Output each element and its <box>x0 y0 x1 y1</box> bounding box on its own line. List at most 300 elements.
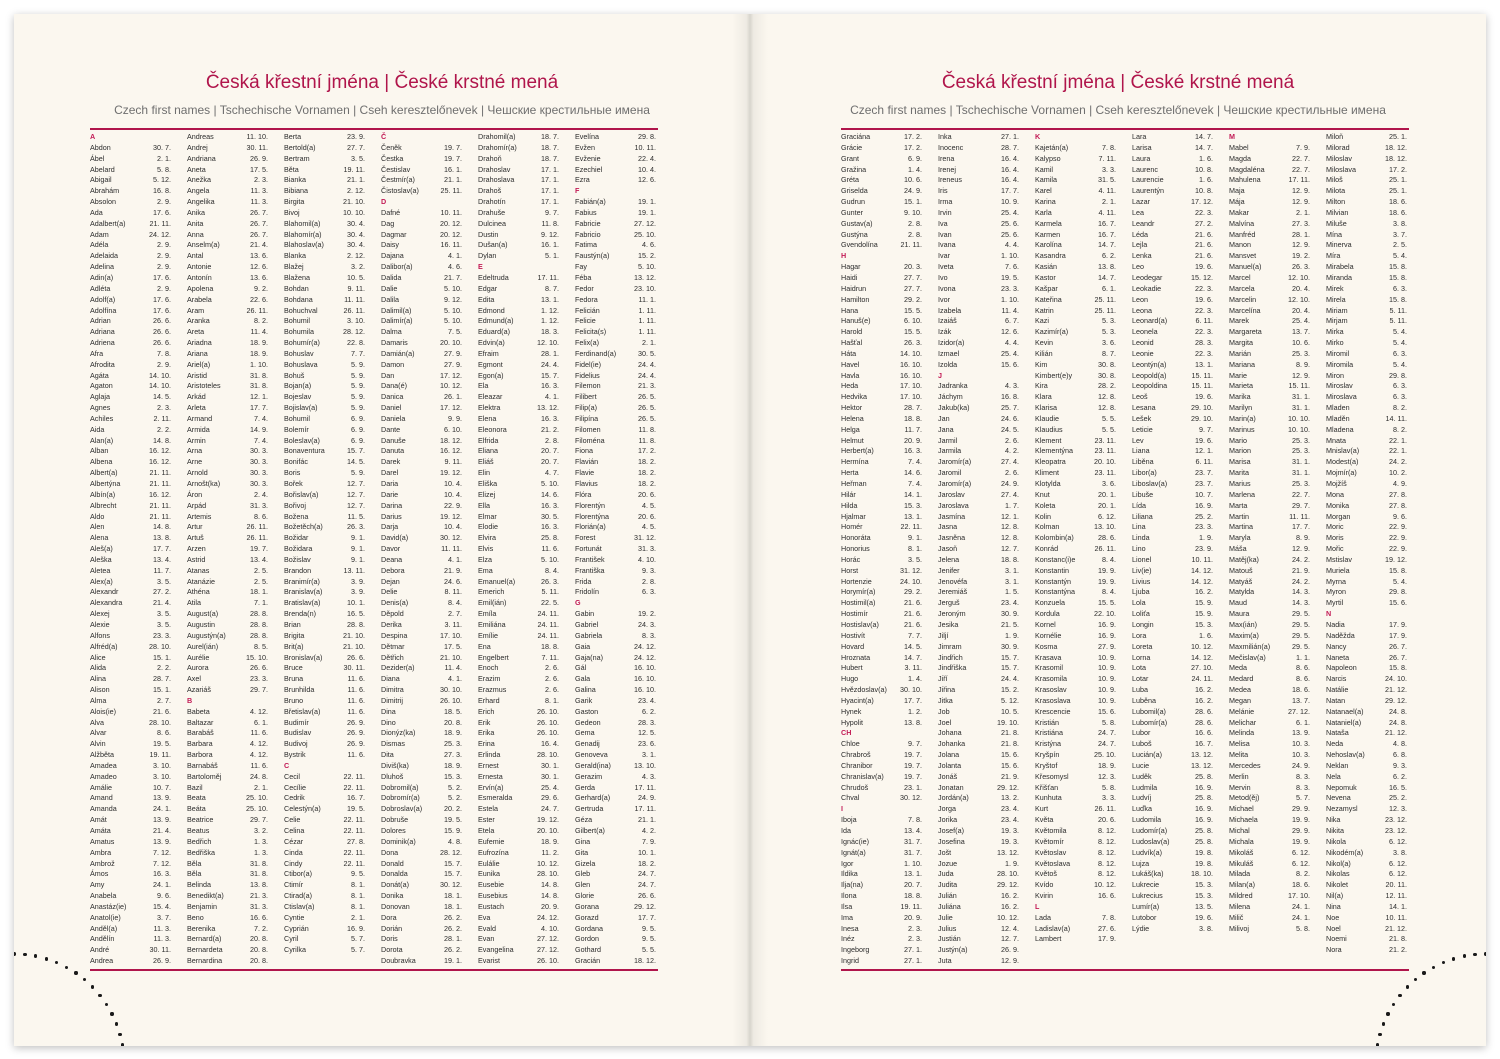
first-name: Bibiana <box>284 186 308 196</box>
name-entry <box>1229 327 1310 338</box>
name-entry <box>1229 349 1310 360</box>
first-name: Alžběta <box>90 750 114 760</box>
name-entry <box>575 577 656 588</box>
name-entry <box>284 533 365 544</box>
first-name: Grácie <box>841 142 863 152</box>
name-day-date: 30. 12. <box>440 880 462 890</box>
name-entry <box>1229 165 1310 176</box>
name-entry <box>1132 338 1213 349</box>
name-entry <box>841 587 922 598</box>
first-name: Adrian <box>90 316 111 326</box>
first-name: Marlena <box>1229 489 1255 499</box>
first-name: Augustin <box>187 619 215 629</box>
name-day-date: 3. 1. <box>1005 576 1019 586</box>
name-entry <box>938 739 1019 750</box>
name-entry <box>938 934 1019 945</box>
first-name: Erina <box>478 739 495 749</box>
name-day-date: 8. 4. <box>448 598 462 608</box>
name-entry <box>841 208 922 219</box>
name-day-date: 3. 8. <box>1393 218 1407 228</box>
first-name: Hostivít <box>841 630 865 640</box>
name-entry <box>381 468 462 479</box>
name-entry <box>1326 804 1407 815</box>
first-name: Milvian <box>1326 207 1349 217</box>
name-day-date: 7. 9. <box>1296 142 1310 152</box>
name-day-date: 17. 1. <box>541 186 559 196</box>
first-name: Gabriel <box>575 619 599 629</box>
name-day-date: 3. 9. <box>351 587 365 597</box>
name-day-date: 10. 8. <box>1195 186 1213 196</box>
name-entry <box>1132 696 1213 707</box>
first-name: Iboja <box>841 815 857 825</box>
name-entry <box>841 240 922 251</box>
name-day-date: 5. 10. <box>541 554 559 564</box>
name-entry <box>1229 306 1310 317</box>
name-entry <box>575 826 656 837</box>
first-name: Michal <box>1229 826 1250 835</box>
name-entry <box>841 956 922 967</box>
name-day-date: 3. 3. <box>1102 164 1116 174</box>
first-name: Dušan(a) <box>478 240 508 250</box>
first-name: Jakub(ka) <box>938 403 970 413</box>
name-day-date: 12. 7. <box>347 500 365 510</box>
name-day-date: 28. 7. <box>1001 142 1019 152</box>
name-entry <box>1229 718 1310 729</box>
first-name: Budivoj <box>284 739 308 749</box>
first-name: Branimír(a) <box>284 576 320 586</box>
first-name: Alexej <box>90 609 110 619</box>
name-entry <box>1229 143 1310 154</box>
name-entry <box>284 284 365 295</box>
name-day-date: 14. 12. <box>1191 565 1213 575</box>
name-entry <box>1132 566 1213 577</box>
name-entry <box>841 284 922 295</box>
first-name: Gabin <box>575 609 595 619</box>
name-day-date: 21. 9. <box>1001 771 1019 781</box>
first-name: Lešek <box>1132 413 1152 423</box>
name-entry <box>90 175 171 186</box>
name-entry <box>1132 902 1213 913</box>
name-day-date: 22. 3. <box>1195 348 1213 358</box>
first-name: Matěj(ka) <box>1229 554 1259 564</box>
name-day-date: 1. 1. <box>1296 652 1310 662</box>
first-name: Hamilton <box>841 294 870 304</box>
name-entry <box>575 360 656 371</box>
first-name: Jelena <box>938 554 960 564</box>
name-day-date: 24. 4. <box>638 370 656 380</box>
first-name: Emanuel(a) <box>478 576 516 586</box>
name-entry <box>1229 587 1310 598</box>
name-entry <box>381 945 462 956</box>
name-day-date: 14. 7. <box>1098 272 1116 282</box>
name-entry <box>938 674 1019 685</box>
name-day-date: 11. 6. <box>250 760 268 770</box>
name-entry <box>1132 587 1213 598</box>
name-entry <box>381 479 462 490</box>
first-name: Mája <box>1229 197 1245 207</box>
name-entry <box>1229 457 1310 468</box>
name-entry <box>90 468 171 479</box>
first-name: Bohdan <box>284 283 309 293</box>
first-name: Luďka <box>1132 804 1153 814</box>
first-name: Brian <box>284 619 301 629</box>
first-name: Leonard(a) <box>1132 316 1168 326</box>
name-entry <box>1229 425 1310 436</box>
first-name: Bratislav(a) <box>284 598 321 608</box>
name-entry <box>1326 360 1407 371</box>
name-entry <box>575 273 656 284</box>
name-column <box>478 132 559 967</box>
first-name: Nevena <box>1326 793 1351 803</box>
name-entry <box>1035 306 1116 317</box>
name-day-date: 13. 1. <box>904 511 922 521</box>
name-day-date: 4. 8. <box>448 836 462 846</box>
name-day-date: 1. 11. <box>638 305 656 315</box>
name-day-date: 5. 11. <box>541 587 559 597</box>
name-entry <box>1326 848 1407 859</box>
name-entry <box>575 219 656 230</box>
decorative-dot <box>1378 1033 1381 1036</box>
first-name: Mirko <box>1326 338 1344 348</box>
name-day-date: 1. 6. <box>1199 175 1213 185</box>
first-name: Emerich <box>478 587 505 597</box>
first-name: Emil(ián) <box>478 598 507 608</box>
first-name: Neda <box>1326 739 1344 749</box>
name-entry <box>187 262 268 273</box>
name-entry <box>1132 208 1213 219</box>
name-entry <box>1229 750 1310 761</box>
letter-heading <box>1229 132 1310 143</box>
name-entry <box>1229 381 1310 392</box>
first-name: Ivo <box>938 272 948 282</box>
name-day-date: 14. 12. <box>1191 652 1213 662</box>
name-day-date: 26. 5. <box>638 392 656 402</box>
first-name: Dalibor(a) <box>381 262 413 272</box>
first-name: Karmela <box>1035 218 1062 228</box>
name-day-date: 28. 1. <box>444 934 462 944</box>
first-name: Břetislav(a) <box>284 706 321 716</box>
first-name: Marcelin <box>1229 294 1257 304</box>
name-day-date: 21. 2. <box>541 424 559 434</box>
first-name: Leodegar <box>1132 272 1163 282</box>
name-entry <box>381 934 462 945</box>
first-name: Ignác(ie) <box>841 836 869 846</box>
name-entry <box>90 783 171 794</box>
name-entry <box>938 143 1019 154</box>
first-name: Bedřiška <box>187 847 215 857</box>
name-entry <box>90 208 171 219</box>
name-entry <box>381 880 462 891</box>
name-entry <box>284 945 365 956</box>
name-day-date: 25. 8. <box>1195 793 1213 803</box>
name-entry <box>284 143 365 154</box>
name-entry <box>187 859 268 870</box>
letter-heading <box>1035 132 1116 143</box>
name-day-date: 3. 6. <box>1102 479 1116 488</box>
first-name: Ernesta <box>478 771 503 781</box>
first-name: Anežka <box>187 175 211 185</box>
first-name: Josefina <box>938 836 965 846</box>
name-day-date: 22. 9. <box>1389 533 1407 543</box>
first-name: Danuta <box>381 446 405 456</box>
name-day-date: 7. 6. <box>1005 262 1019 272</box>
first-name: Jiljí <box>938 630 949 640</box>
name-day-date: 16. 2. <box>1001 901 1019 911</box>
name-day-date: 25. 10. <box>634 229 656 239</box>
name-day-date: 9. 12. <box>541 229 559 239</box>
name-day-date: 26. 6. <box>153 338 171 348</box>
first-name: Magda <box>1229 153 1251 163</box>
first-name: Bohuslava <box>284 359 318 369</box>
first-name: Igor <box>841 858 854 868</box>
first-name: Drahoň <box>478 153 502 163</box>
first-name: Grant <box>841 153 859 163</box>
name-entry <box>938 956 1019 967</box>
name-entry <box>1229 772 1310 783</box>
name-entry <box>1326 891 1407 902</box>
first-name: Kamila <box>1035 175 1057 185</box>
name-entry <box>575 392 656 403</box>
name-entry <box>187 186 268 197</box>
first-name: Jeroným <box>938 609 966 619</box>
name-day-date: 21. 6. <box>1195 229 1213 239</box>
name-day-date: 26. 6. <box>153 316 171 326</box>
name-entry <box>187 750 268 761</box>
name-entry <box>381 902 462 913</box>
name-entry <box>381 555 462 566</box>
name-day-date: 16. 4. <box>541 739 559 749</box>
first-name: Hostimír <box>841 609 868 619</box>
first-name: Evald <box>478 923 496 933</box>
first-name: Hašťal <box>841 338 863 348</box>
name-day-date: 3. 2. <box>254 826 268 835</box>
first-name: Antonie <box>187 262 212 272</box>
name-entry <box>1326 783 1407 794</box>
name-entry <box>575 793 656 804</box>
first-name: Amáta <box>90 826 111 835</box>
first-name: Gina <box>575 836 591 846</box>
first-name: Andrej <box>187 142 208 152</box>
name-entry <box>938 208 1019 219</box>
first-name: Čestmír(a) <box>381 175 415 185</box>
name-entry <box>1229 360 1310 371</box>
name-day-date: 24. 5. <box>1001 424 1019 434</box>
first-name: Bořek <box>284 479 303 488</box>
first-name: Arne <box>187 457 203 467</box>
name-column <box>938 132 1019 967</box>
name-entry <box>284 685 365 696</box>
name-entry <box>478 685 559 696</box>
name-day-date: 10. 12. <box>537 858 559 868</box>
name-day-date: 24. 7. <box>638 869 656 879</box>
name-entry <box>938 436 1019 447</box>
name-entry <box>381 240 462 251</box>
name-entry <box>1229 316 1310 327</box>
first-name: Michala <box>1229 836 1254 846</box>
first-name: Nancy <box>1326 641 1347 651</box>
name-entry <box>575 479 656 490</box>
first-name: Enoch <box>478 663 499 673</box>
first-name: Fedor <box>575 283 594 293</box>
name-entry <box>284 707 365 718</box>
name-entry <box>1326 761 1407 772</box>
name-entry <box>1035 631 1116 642</box>
name-entry <box>1326 793 1407 804</box>
name-entry <box>1229 891 1310 902</box>
first-name: Drahomil(a) <box>478 132 516 141</box>
name-entry <box>1035 414 1116 425</box>
name-day-date: 11. 4. <box>444 663 462 673</box>
name-entry <box>841 880 922 891</box>
first-name: Ignát(a) <box>841 847 866 857</box>
first-name: Lucie <box>1132 760 1150 770</box>
name-day-date: 13. 6. <box>250 272 268 282</box>
name-day-date: 21. 10. <box>343 630 365 640</box>
first-name: Nil(a) <box>1326 891 1344 901</box>
name-entry <box>478 891 559 902</box>
name-day-date: 21. 6. <box>1195 251 1213 261</box>
name-day-date: 16. 10. <box>634 674 656 684</box>
first-name: Josef(a) <box>938 826 964 835</box>
name-day-date: 12. 1. <box>1001 511 1019 521</box>
first-name: Melinda <box>1229 728 1255 738</box>
name-day-date: 14. 10. <box>149 381 171 391</box>
name-day-date: 17. 7. <box>250 403 268 413</box>
name-entry <box>1132 501 1213 512</box>
name-entry <box>841 414 922 425</box>
first-name: Ildika <box>841 869 858 879</box>
name-entry <box>1132 577 1213 588</box>
name-day-date: 29. 10. <box>1191 413 1213 423</box>
name-entry <box>1326 631 1407 642</box>
name-day-date: 9. 3. <box>1393 760 1407 770</box>
name-day-date: 18. 9. <box>250 338 268 348</box>
first-name: Hynek <box>841 706 862 716</box>
first-name: Kristián <box>1035 717 1059 727</box>
first-name: Gréta <box>841 175 859 185</box>
first-name: Klaudius <box>1035 424 1063 434</box>
name-day-date: 15. 11. <box>1191 370 1213 380</box>
name-day-date: 21. 1. <box>638 815 656 825</box>
first-name: Dina <box>381 706 396 716</box>
name-entry <box>1229 804 1310 815</box>
name-day-date: 24. 1. <box>153 804 171 814</box>
first-name: Ludomila <box>1132 815 1162 825</box>
name-day-date: 21. 3. <box>638 381 656 391</box>
first-name: Kvirin <box>1035 891 1053 901</box>
first-name: Františka <box>575 565 605 575</box>
first-name: Aurélie <box>187 652 210 662</box>
name-entry <box>1035 360 1116 371</box>
name-day-date: 7. 8. <box>1102 142 1116 152</box>
name-entry <box>938 403 1019 414</box>
name-day-date: 26. 5. <box>638 403 656 413</box>
name-entry <box>187 772 268 783</box>
name-entry <box>1035 891 1116 902</box>
first-name: Beáta <box>187 804 206 814</box>
name-entry <box>938 924 1019 935</box>
name-day-date: 19. 12. <box>537 815 559 825</box>
first-name: Fidel(ie) <box>575 359 601 369</box>
name-day-date: 17. 2. <box>904 142 922 152</box>
name-day-date: 25. 3. <box>1292 348 1310 358</box>
name-day-date: 5. 9. <box>351 370 365 380</box>
first-name: Bolemír <box>284 424 309 434</box>
first-name: Filip(a) <box>575 403 597 413</box>
name-entry <box>841 945 922 956</box>
decorative-dot <box>83 978 86 981</box>
name-entry <box>90 349 171 360</box>
name-entry <box>1035 468 1116 479</box>
name-day-date: 6. 3. <box>1393 283 1407 293</box>
first-name: Ada <box>90 207 103 217</box>
name-day-date: 26. 2. <box>444 912 462 922</box>
first-name: Krasomil <box>1035 663 1063 673</box>
first-name: Karla <box>1035 207 1052 217</box>
first-name: Adalbert(a) <box>90 218 126 228</box>
name-day-date: 26. 11. <box>246 305 268 315</box>
name-day-date: 13. 12. <box>634 272 656 282</box>
first-name: Hyacint(a) <box>841 695 874 705</box>
first-name: Kasandra <box>1035 251 1066 261</box>
name-day-date: 3. 3. <box>1102 793 1116 803</box>
name-day-date: 19. 5. <box>153 739 171 749</box>
name-entry <box>575 262 656 273</box>
name-day-date: 19. 7. <box>444 153 462 163</box>
name-entry <box>1035 425 1116 436</box>
first-name: Martina <box>1229 522 1253 532</box>
first-name: Miriam <box>1326 305 1348 315</box>
name-day-date: 24. 11. <box>537 630 559 640</box>
first-name: Mirek <box>1326 283 1344 293</box>
name-day-date: 4. 1. <box>545 392 559 402</box>
first-name: Nikol(a) <box>1326 858 1351 868</box>
first-name: Nataniel(a) <box>1326 717 1362 727</box>
decorative-dot <box>74 971 77 974</box>
name-entry <box>478 186 559 197</box>
name-entry <box>841 859 922 870</box>
first-name: Lýdie <box>1132 923 1150 933</box>
name-entry <box>90 425 171 436</box>
first-name: Medard <box>1229 674 1254 684</box>
name-day-date: 19. 7. <box>904 771 922 781</box>
name-entry <box>90 446 171 457</box>
letter-heading <box>1035 902 1116 913</box>
first-name: Eleazar <box>478 392 503 402</box>
name-day-date: 2. 3. <box>157 403 171 413</box>
name-day-date: 21. 4. <box>153 826 171 835</box>
name-day-date: 9. 11. <box>444 457 462 467</box>
first-name: Aristoteles <box>187 381 221 391</box>
first-name: Barnabáš <box>187 760 218 770</box>
name-entry <box>284 381 365 392</box>
name-entry <box>187 783 268 794</box>
name-entry <box>381 273 462 284</box>
name-entry <box>90 143 171 154</box>
name-entry <box>90 631 171 642</box>
first-name: Bernardina <box>187 956 223 966</box>
name-day-date: 28. 7. <box>153 674 171 684</box>
first-name: Lujza <box>1132 858 1150 868</box>
name-day-date: 30. 1. <box>541 771 559 781</box>
name-entry <box>1132 826 1213 837</box>
first-name: Inesa <box>841 923 859 933</box>
name-day-date: 29. 2. <box>904 587 922 597</box>
name-entry <box>1132 219 1213 230</box>
name-day-date: 13. 10. <box>634 760 656 770</box>
name-entry <box>284 468 365 479</box>
name-entry <box>381 609 462 620</box>
